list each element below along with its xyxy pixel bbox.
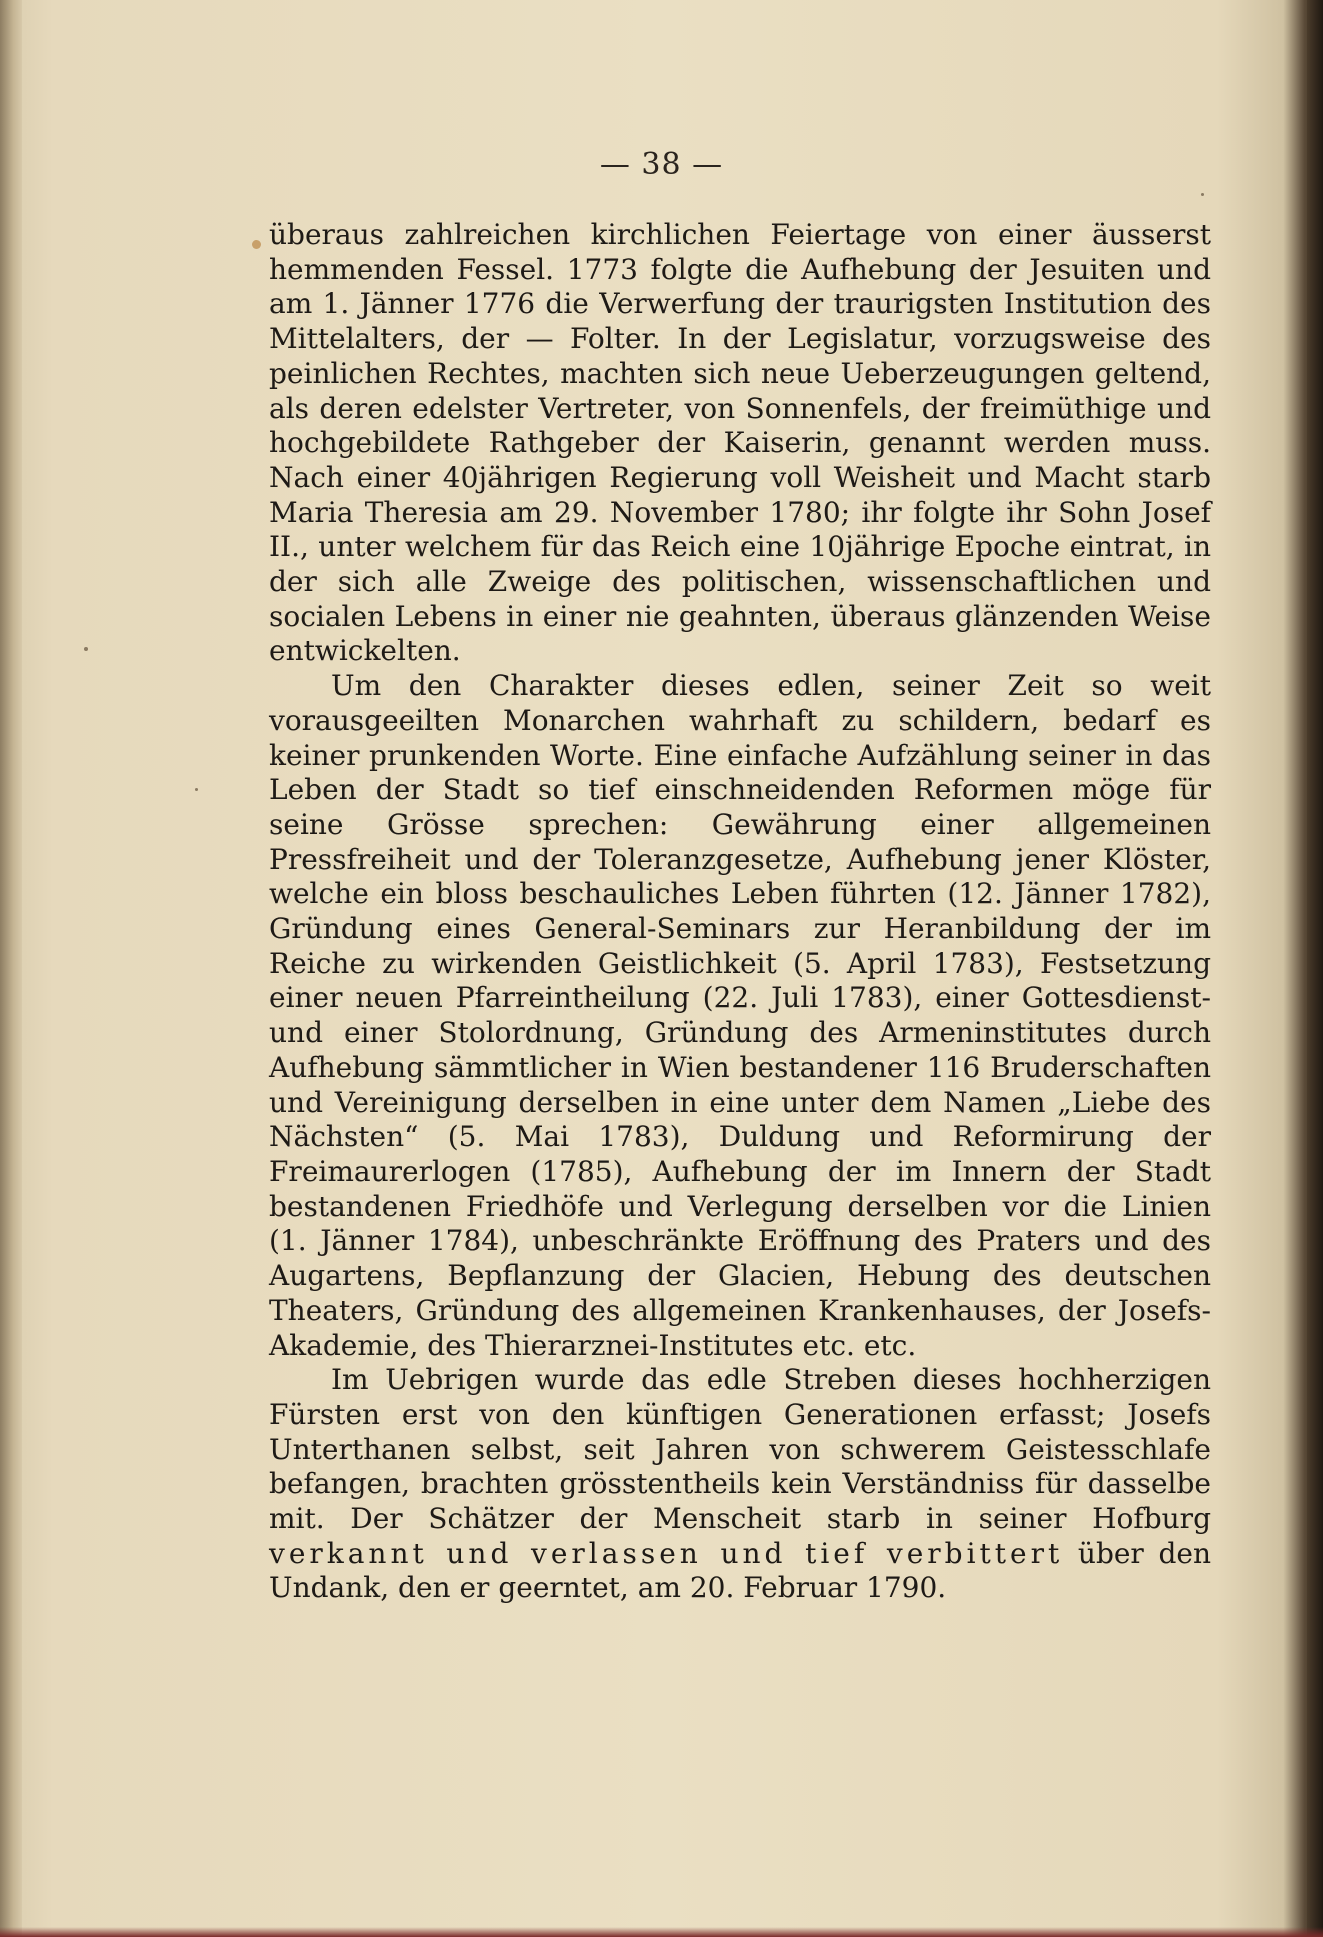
paragraph-3-spaced-text: verkannt und verlassen und tief verbittert <box>269 1536 1064 1570</box>
paragraph-3-text-before: Im Uebrigen wurde das edle Streben dieses hochherzigen Fürsten erst von den künftigen Generationen erfasst; Josefs Unterthanen selbst, seit Jahren von schwerem Geistesschlafe befangen, brachten grösstentheils kein Verständniss für dasselbe mit. Der Schätzer der Menscheit starb in seiner Hofburg <box>269 1363 1211 1536</box>
paragraph-3 <box>269 1363 1211 1606</box>
paragraph-3-text-after: über den Undank, den er geerntet, am 20. Februar 1790. <box>269 1536 1211 1605</box>
paragraph-1: überaus zahlreichen kirchlichen Feiertage von einer äusserst hemmenden Fessel. 1773 folgte die Aufhebung der Jesuiten und am 1. Jänner 1776 die Verwerfung der traurigsten Institution des Mittelalters, der — Folter. In der Legislatur, vorzugsweise des peinlichen Rechtes, machten sich neue Ueberzeugungen geltend, als deren edelster Vertreter, von Sonnenfels, der freimüthige und hochgebildete Rathgeber der Kaiserin, genannt werden muss. Nach einer 40jährigen Regierung voll Weisheit und Macht starb Maria Theresia am 29. November 1780; ihr folgte ihr Sohn Josef II., unter welchem für das Reich eine 10jährige Epoche eintrat, in der sich alle Zweige des politischen, wissenschaftlichen und socialen Lebens in einer nie geahnten, überaus glänzenden Weise entwickelten. <box>269 218 1211 668</box>
page-binding <box>0 0 22 1937</box>
paragraph-2: Um den Charakter dieses edlen, seiner Zeit so weit vorausgeeilten Monarchen wahrhaft zu schildern, bedarf es keiner prunkenden Worte. Eine einfache Aufzählung seiner in das Leben der Stadt so tief einschneidenden Reformen möge für seine Grösse sprechen: Gewährung einer allgemeinen Pressfreiheit und der Toleranzgesetze, Aufhebung jener Klöster, welche ein bloss beschauliches Leben führten (12. Jänner 1782), Gründung eines General-Seminars zur Heranbildung der im Reiche zu wirkenden Geistlichkeit (5. April 1783), Festsetzung einer neuen Pfarreintheilung (22. Juli 1783), einer Gottesdienst- und einer Stolordnung, Gründung des Armeninstitutes durch Aufhebung sämmtlicher in Wien bestandener 116 Bruderschaften und Vereinigung derselben in eine unter dem Namen „Liebe des Nächsten“ (5. Mai 1783), Duldung und Reformirung der Freimaurerlogen (1785), Aufhebung der im Innern der Stadt bestandenen Friedhöfe und Verlegung derselben vor die Linien (1. Jänner 1784), unbeschränkte Eröffnung des Praters und des Augartens, Bepflanzung der Glacien, Hebung des deutschen Theaters, Gründung des allgemeinen Krankenhauses, der Josefs-Akademie, des Thierarznei-Institutes etc. etc. <box>269 669 1211 1362</box>
body-text <box>269 218 1211 1606</box>
page-number: — 38 — <box>599 147 724 182</box>
page-edge <box>1307 0 1323 1937</box>
page-bottom-edge <box>0 1927 1323 1937</box>
